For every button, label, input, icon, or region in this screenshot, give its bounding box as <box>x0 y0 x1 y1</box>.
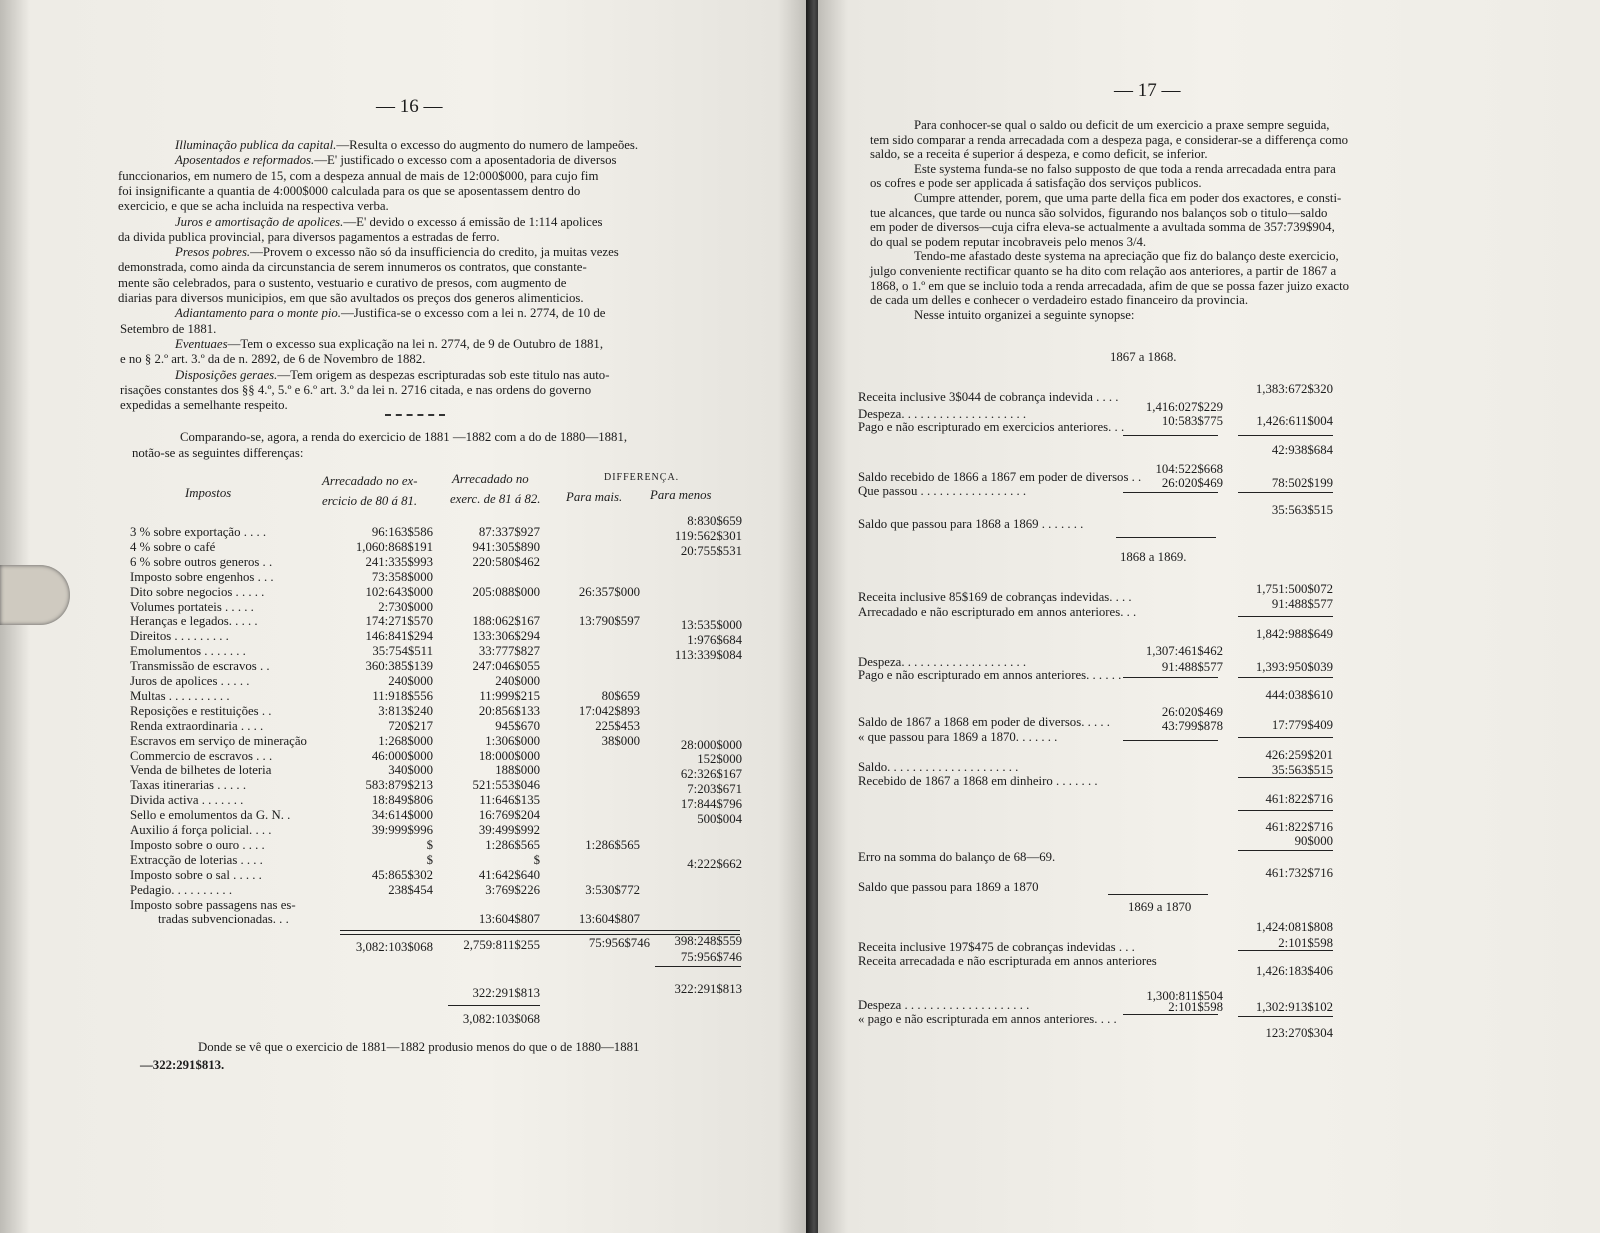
rule <box>1238 1016 1333 1017</box>
synopsis-total: 1,426:183$406 <box>1255 964 1333 978</box>
cell-arrecadado-80-81: 240$000 <box>388 674 433 688</box>
cell-arrecadado-80-81: 583:879$213 <box>365 778 433 793</box>
paragraph-line: 1868, o 1.º em que se incluio toda a renda arrecadada, afim de que se possa fazer juizo exacto <box>870 278 1350 293</box>
paragraph-line: julgo conveniente rectificar quanto se ha dito com relação aos anteriores, a partir de 1867 a <box>870 264 1337 278</box>
row-name: Volumes portateis . . . . . <box>130 599 254 614</box>
cell-arrecadado-80-81: 720$217 <box>388 718 433 733</box>
separator <box>385 414 445 416</box>
rule <box>1238 810 1333 811</box>
cell-para-mais: 3:530$772 <box>585 882 640 897</box>
synopsis-partial: 43:799$878 <box>1161 719 1223 733</box>
paragraph-line <box>175 245 619 259</box>
rule <box>1123 740 1218 741</box>
cell-arrecadado-80-81: 241:335$993 <box>365 554 433 569</box>
cell-arrecadado-81-82: 240$000 <box>495 674 540 688</box>
cell-arrecadado-81-82: 247:046$055 <box>472 659 540 674</box>
synopsis-total: 17:779$409 <box>1271 718 1333 732</box>
cell-arrecadado-81-82: 521:553$046 <box>472 778 540 793</box>
paragraph-line <box>118 230 500 244</box>
rule <box>1123 492 1218 493</box>
paragraph-label: Presos pobres. <box>175 245 251 260</box>
rule <box>1238 850 1333 851</box>
sum-rule <box>448 1005 540 1006</box>
synopsis-total: 461:822$716 <box>1265 792 1333 806</box>
synopsis-label: Erro na somma do balanço de 68—69. <box>858 850 1056 864</box>
cell-arrecadado-81-82: 205:088$000 <box>472 584 540 599</box>
paragraph-line: Cumpre attender, porem, que uma parte della fica em poder dos exactores, e consti- <box>914 191 1342 205</box>
synopsis-total: 461:822$716 <box>1265 820 1333 834</box>
cell-arrecadado-81-82: 18:000$000 <box>478 748 540 763</box>
row-name: Heranças e legados. . . . . <box>130 614 258 629</box>
comparison-intro-line2: notão-se as seguintes differenças: <box>132 446 304 460</box>
cell-para-mais: 1:286$565 <box>585 837 640 852</box>
synopsis-label: Despeza. . . . . . . . . . . . . . . . . . . . <box>858 655 1027 669</box>
paragraph-line: tue alcances, que tarde ou nunca são solvidos, figurando nos balanços sob o titulo—saldo <box>870 205 1328 220</box>
paragraph-text: diarias para diversos municipios, em que são avultados os preços dos generos alimenticios. <box>118 291 584 305</box>
paragraph-line <box>118 276 566 290</box>
rule <box>1123 1014 1218 1015</box>
cell-arrecadado-81-82: 133:306$294 <box>472 629 540 644</box>
synopsis-total: 1,751:500$072 <box>1255 582 1333 596</box>
synopsis-label: « que passou para 1869 a 1870. . . . . . . <box>858 730 1058 744</box>
cell-arrecadado-80-81: $ <box>426 852 433 867</box>
header-para-menos: Para menos <box>650 488 712 502</box>
cell-arrecadado-80-81: 3:813$240 <box>378 703 433 718</box>
synopsis-label: Pago e não escripturado em exercicios anteriores. . . <box>858 420 1125 434</box>
row-name: Juros de apolices . . . . . <box>130 674 250 688</box>
cell-arrecadado-80-81: 11:918$556 <box>372 688 433 703</box>
cell-para-mais: 17:042$893 <box>578 703 640 718</box>
cell-para-menos: 4:222$662 <box>687 856 742 871</box>
paragraph-line <box>175 138 638 152</box>
cell-para-menos: 62:326$167 <box>680 767 742 782</box>
paragraph-text: —Tem o excesso sua explicação na lei n. 2774, de 9 de Outubro de 1881, <box>227 336 604 351</box>
synopsis-total: 2:101$598 <box>1278 936 1333 950</box>
cell-para-menos: 1:976$684 <box>687 633 742 648</box>
paragraph-line <box>118 184 580 198</box>
synopsis-label: « pago e não escripturada em annos anteriores. . . . <box>858 1012 1117 1026</box>
cell-para-menos: 8:830$659 <box>687 514 742 528</box>
paragraph-text: —Provem o excesso não só da insufficiencia do credito, ja muitas vezes <box>250 245 619 260</box>
cell-arrecadado-81-82: 11:999$215 <box>479 688 540 703</box>
synopsis-total: 444:038$610 <box>1265 688 1333 702</box>
paragraph-label: Juros e amortisação de apolices. <box>175 214 344 229</box>
cell-arrecadado-81-82: 941:305$890 <box>472 539 540 554</box>
paragraph-label: Disposições geraes. <box>175 367 278 382</box>
paragraph-label: Eventuaes <box>175 336 228 351</box>
header-col1-line1: Arrecadado no ex- <box>322 474 418 488</box>
cell-arrecadado-80-81: 2:730$000 <box>378 599 433 614</box>
paragraph-text: e no § 2.º art. 3.º da de n. 2892, de 6 de Novembro de 1882. <box>120 352 426 367</box>
paragraph-line <box>175 215 602 229</box>
paragraph-line: do qual se podem reputar incobraveis pelo menos 3/4. <box>870 234 1147 249</box>
cell-arrecadado-81-82: 13:604$807 <box>478 912 540 927</box>
paragraph-line <box>120 398 288 412</box>
synopsis-label: Saldo de 1867 a 1868 em poder de diversos. . . . . <box>858 715 1110 729</box>
paragraph-line: Para conhocer-se qual o saldo ou deficit de um exercicio a praxe sempre seguida, <box>914 118 1330 132</box>
paragraph-text: —E' devido o excesso á emissão de 1:114 apolices <box>343 214 603 229</box>
cell-arrecadado-81-82: 188$000 <box>495 763 540 778</box>
cell-arrecadado-80-81: 340$000 <box>388 763 433 778</box>
paragraph-line <box>120 383 591 397</box>
rule <box>1238 737 1333 738</box>
header-para-mais: Para mais. <box>566 490 623 504</box>
cell-arrecadado-80-81: 174:271$570 <box>365 614 433 629</box>
cell-para-menos: 20:755$531 <box>680 543 742 558</box>
synopsis-total: 1,424:081$808 <box>1255 920 1333 934</box>
row-name: Multas . . . . . . . . . . <box>130 688 230 703</box>
synopsis-label: Saldo que passou para 1868 a 1869 . . . . . . . <box>858 517 1084 531</box>
header-impostos: Impostos <box>185 486 232 500</box>
row-name: Venda de bilhetes de loteria <box>130 763 272 778</box>
paragraph-line: de cada um delles e conhecer o verdadeiro estado financeiro da provincia. <box>870 293 1249 308</box>
row-name: Divida activa . . . . . . . <box>130 793 244 808</box>
row-name: Reposições e restituições . . <box>130 703 272 718</box>
cell-arrecadado-81-82: 33:777$827 <box>478 644 540 659</box>
paragraph-text: exercicio, e que se acha incluida na respectiva verba. <box>118 199 389 214</box>
synopsis-heading: 1868 a 1869. <box>1120 550 1187 564</box>
paragraph-line: Este systema funda-se no falso supposto de que toda a renda arrecadada entra para <box>914 161 1336 176</box>
cell-arrecadado-80-81: $ <box>426 837 433 852</box>
row-name: Auxilio á força policial. . . . <box>130 823 272 837</box>
synopsis-label: Receita inclusive 197$475 de cobranças indevidas . . . <box>858 940 1135 954</box>
synopsis-total: 123:270$304 <box>1265 1026 1333 1040</box>
cell-arrecadado-80-81: 45:865$302 <box>371 867 433 882</box>
cell-arrecadado-80-81: 146:841$294 <box>365 629 433 644</box>
synopsis-label: Saldo. . . . . . . . . . . . . . . . . . . . . <box>858 760 1019 774</box>
cell-para-menos: 119:562$301 <box>674 528 742 543</box>
synopsis-total: 1,426:611$004 <box>1256 414 1333 428</box>
cell-arrecadado-80-81: 360:385$139 <box>365 659 433 674</box>
cell-arrecadado-81-82: 16:769$204 <box>478 808 540 823</box>
rule <box>1238 777 1333 778</box>
cell-arrecadado-80-81: 238$454 <box>388 882 433 897</box>
synopsis-label: Saldo que passou para 1869 a 1870 <box>858 880 1039 894</box>
rule <box>1238 677 1333 678</box>
cell-para-menos: 28:000$000 <box>680 737 742 752</box>
binding-tape <box>0 565 70 625</box>
cell-arrecadado-80-81: 39:999$996 <box>371 823 433 837</box>
synopsis-heading: 1869 a 1870 <box>1128 900 1192 914</box>
row-name: Sello e emolumentos da G. N. . <box>130 808 291 823</box>
row-name: Escravos em serviço de mineração <box>130 733 307 748</box>
cell-para-mais: 13:790$597 <box>578 614 640 629</box>
cell-arrecadado-80-81: 1:268$000 <box>378 733 433 748</box>
cell-arrecadado-80-81: 73:358$000 <box>371 569 433 584</box>
paragraph-label: Adiantamento para o monte pio. <box>175 306 341 321</box>
paragraph-line: Tendo-me afastado deste systema na apreciação que fiz do balanço deste exercicio, <box>914 249 1339 264</box>
synopsis-partial: 1,300:811$504 <box>1146 989 1223 1003</box>
paragraph-line <box>118 169 598 183</box>
row-name: Pedagio. . . . . . . . . . <box>130 882 233 897</box>
net-col-b: 322:291$813 <box>472 986 540 1000</box>
cell-arrecadado-81-82: 3:769$226 <box>485 882 540 897</box>
paragraph-text: —Resulta o excesso do augmento do numero de lampeões. <box>336 138 639 152</box>
synopsis-label: Receita inclusive 85$169 de cobranças indevidas. . . . <box>858 590 1132 604</box>
rule <box>1238 492 1333 493</box>
row-name: Extracção de loterias . . . . <box>130 852 263 867</box>
row-name: 6 % sobre outros generos . . <box>130 554 273 569</box>
cell-arrecadado-81-82: 39:499$992 <box>478 823 540 837</box>
paragraph-text: —Justifica-se o excesso com a lei n. 2774, de 10 de <box>341 306 606 321</box>
synopsis-total: 35:563$515 <box>1271 763 1333 777</box>
net-rule <box>655 966 741 967</box>
cell-arrecadado-80-81: 46:000$000 <box>371 748 433 763</box>
paragraph-line <box>118 291 584 305</box>
cell-para-mais: 13:604$807 <box>578 912 640 927</box>
paragraph-line <box>120 352 425 366</box>
cell-arrecadado-81-82: 20:856$133 <box>478 703 540 718</box>
total-menos-minus-mais: 75:956$746 <box>680 950 742 964</box>
cell-arrecadado-80-81: 102:643$000 <box>365 584 433 599</box>
paragraph-text: risações constantes dos §§ 4.º, 5.º e 6.º art. 3.º da lei n. 2716 citada, e nas ordens do governo <box>120 382 592 397</box>
paragraph-text: da divida publica provincial, para diversos pagamentos a estradas de ferro. <box>118 229 500 244</box>
row-name: Imposto sobre o sal . . . . . <box>130 867 262 882</box>
cell-para-menos: 13:535$000 <box>680 618 742 633</box>
paragraph-line <box>175 337 603 351</box>
cell-arrecadado-81-82: 1:286$565 <box>485 837 540 852</box>
row-name: Taxas itinerarias . . . . . <box>130 778 247 793</box>
synopsis-partial: 91:488$577 <box>1161 660 1223 674</box>
cell-arrecadado-81-82: 188:062$167 <box>472 614 540 629</box>
cell-para-menos: 113:339$084 <box>674 648 742 663</box>
synopsis-total: 78:502$199 <box>1271 476 1333 490</box>
row-name: Imposto sobre o ouro . . . . <box>130 837 265 852</box>
cell-para-menos: 500$004 <box>697 812 742 826</box>
synopsis-heading: 1867 a 1868. <box>1110 350 1177 364</box>
synopsis-label: Arrecadado e não escripturado em annos anteriores. . . <box>858 605 1137 619</box>
page-number: — 17 — <box>1114 80 1181 101</box>
synopsis-partial: 26:020$469 <box>1161 705 1223 719</box>
row-name: Imposto sobre passagens nas es- <box>130 897 296 912</box>
cell-arrecadado-81-82: 220:580$462 <box>472 554 540 569</box>
rule <box>1123 435 1218 436</box>
synopsis-total: 1,842:988$649 <box>1255 627 1333 641</box>
header-col2-line1: Arrecadado no <box>452 472 529 486</box>
synopsis-label: Receita arrecadada e não escripturada em annos anteriores <box>858 954 1157 968</box>
total-col-mais: 75:956$746 <box>588 936 650 950</box>
paragraph-text: funccionarios, em numero de 15, com a despeza annual de mais de 12:000$000, para cujo fim <box>118 168 599 183</box>
cell-para-mais: 225$453 <box>595 718 640 733</box>
synopsis-partial: 26:020$469 <box>1161 476 1223 490</box>
row-name: Commercio de escravos . . . <box>130 748 273 763</box>
synopsis-total: 1,302:913$102 <box>1255 1000 1333 1014</box>
rule <box>1238 435 1333 436</box>
header-difference: DIFFERENÇA. <box>604 472 680 483</box>
paragraph-label: Aposentados e reformados. <box>175 153 315 168</box>
paragraph-text: foi insignificante a quantia de 4:000$000 calculada para os que se aposentassem dentro do <box>118 183 581 198</box>
cell-para-menos: 7:203$671 <box>687 782 742 797</box>
total-col-b: 2,759:811$255 <box>463 938 540 952</box>
page-number: — 16 — <box>376 96 443 117</box>
comparison-intro-line1: Comparando-se, agora, a renda do exercicio de 1881 —1882 com a do de 1880—1881, <box>180 430 628 444</box>
paragraph-line: saldo, se a receita é superior á despeza, e como deficit, se inferior. <box>870 147 1208 162</box>
cell-arrecadado-80-81: 34:614$000 <box>371 808 433 823</box>
header-col1-line2: ercicio de 80 á 81. <box>322 494 418 508</box>
paragraph-line <box>118 260 587 274</box>
paragraph-line <box>118 199 389 213</box>
conclusion-line2: —322:291$813. <box>140 1058 225 1072</box>
sum-col-b: 3,082:103$068 <box>462 1012 540 1026</box>
paragraph-line: os cofres e pode ser applicada á satisfação dos serviços publicos. <box>870 176 1202 191</box>
conclusion-line1: Donde se vê que o exercicio de 1881—1882 produsio menos do que o de 1880—1881 <box>198 1040 640 1054</box>
rule <box>1116 537 1216 538</box>
row-name: Imposto sobre engenhos . . . <box>130 569 274 584</box>
rule <box>1123 677 1218 678</box>
paragraph-line <box>175 306 605 320</box>
row-name: Renda extraordinaria . . . . <box>130 718 264 733</box>
cell-arrecadado-80-81: 96:163$586 <box>371 525 433 539</box>
totals-rule <box>340 930 740 931</box>
synopsis-total: 426:259$201 <box>1265 748 1333 762</box>
row-name: Emolumentos . . . . . . . <box>130 644 246 659</box>
rule <box>1108 894 1208 895</box>
paragraph-text: mente são celebrados, para o sustento, vestuario e curativo de presos, com augmento de <box>118 275 567 290</box>
synopsis-partial: 1,416:027$229 <box>1145 400 1223 414</box>
synopsis-total: 1,383:672$320 <box>1255 382 1333 396</box>
row-name: Direitos . . . . . . . . . <box>130 629 229 644</box>
synopsis-total: 42:938$684 <box>1271 443 1333 457</box>
right-page <box>818 0 1600 1233</box>
paragraph-label: Illuminação publica da capital. <box>175 138 337 152</box>
synopsis-label: Receita inclusive 3$044 de cobrança indevida . . . . <box>858 390 1119 404</box>
synopsis-total: 90$000 <box>1294 834 1333 848</box>
row-name: 3 % sobre exportação . . . . <box>130 525 267 539</box>
cell-arrecadado-81-82: 11:646$135 <box>479 793 540 808</box>
paragraph-text: Setembro de 1881. <box>120 321 217 336</box>
row-name: 4 % sobre o café <box>130 539 216 554</box>
paragraph-line <box>175 153 616 167</box>
total-col-a: 3,082:103$068 <box>355 940 433 954</box>
row-name: tradas subvencionadas. . . <box>158 912 289 927</box>
cell-arrecadado-80-81: 35:754$511 <box>372 644 433 659</box>
rule <box>1238 950 1333 951</box>
total-col-menos: 398:248$559 <box>674 934 742 948</box>
synopsis-partial: 10:583$775 <box>1161 414 1223 428</box>
paragraph-line: Nesse intuito organizei a seguinte synopse: <box>914 307 1135 322</box>
synopsis-partial: 2:101$598 <box>1168 1000 1223 1014</box>
header-col2-line2: exerc. de 81 á 82. <box>450 492 541 506</box>
cell-arrecadado-81-82: 41:642$640 <box>478 867 540 882</box>
cell-arrecadado-81-82: 87:337$927 <box>478 525 540 539</box>
paragraph-text: —Tem origem as despezas escripturadas sob este titulo nas auto- <box>277 367 610 382</box>
synopsis-label: Saldo recebido de 1866 a 1867 em poder de diversos . . <box>858 470 1142 484</box>
cell-arrecadado-81-82: $ <box>533 852 540 867</box>
cell-para-mais: 80$659 <box>601 688 640 703</box>
row-name: Dito sobre negocios . . . . . <box>130 584 265 599</box>
synopsis-label: Pago e não escripturado em annos anteriores. . . . . . <box>858 668 1122 682</box>
synopsis-label: Recebido de 1867 a 1868 em dinheiro . . . . . . . <box>858 774 1098 788</box>
synopsis-label: Que passou . . . . . . . . . . . . . . . . . <box>858 484 1027 498</box>
cell-arrecadado-80-81: 18:849$806 <box>371 793 433 808</box>
cell-para-menos: 17:844$796 <box>680 797 742 812</box>
synopsis-total: 1,393:950$039 <box>1255 660 1333 674</box>
paragraph-line <box>175 368 609 382</box>
net-menos: 322:291$813 <box>674 982 742 996</box>
paragraph-text: expedidas a semelhante respeito. <box>120 398 288 413</box>
paragraph-text: demonstrada, como ainda da circunstancia de serem innumeros os contratos, que constante- <box>118 260 587 275</box>
rule <box>1238 616 1333 617</box>
synopsis-partial: 1,307:461$462 <box>1145 644 1223 658</box>
paragraph-line: tem sido comparar a renda arrecadada com a despeza paga, e considerar-se a differença como <box>870 132 1349 147</box>
paragraph-line <box>120 322 216 336</box>
paragraph-line: em poder de diversos—cuja cifra eleva-se actualmente a avultada somma de 357:739$904, <box>870 220 1335 235</box>
cell-arrecadado-80-81: 1,060:868$191 <box>355 539 433 554</box>
synopsis-label: Despeza. . . . . . . . . . . . . . . . . . . . <box>858 407 1027 421</box>
synopsis-partial: 104:522$668 <box>1155 462 1223 476</box>
cell-arrecadado-81-82: 945$670 <box>495 718 540 733</box>
cell-para-mais: 26:357$000 <box>578 584 640 599</box>
cell-para-menos: 152$000 <box>697 752 742 767</box>
cell-arrecadado-81-82: 1:306$000 <box>485 733 540 748</box>
row-name: Transmissão de escravos . . <box>130 659 270 674</box>
synopsis-total: 461:732$716 <box>1265 866 1333 880</box>
paragraph-text: —E' justificado o excesso com a aposentadoria de diversos <box>314 153 617 168</box>
synopsis-label: Despeza . . . . . . . . . . . . . . . . . . . . <box>858 998 1030 1012</box>
synopsis-total: 35:563$515 <box>1271 503 1333 517</box>
synopsis-total: 91:488$577 <box>1271 597 1333 611</box>
cell-para-mais: 38$000 <box>601 733 640 748</box>
